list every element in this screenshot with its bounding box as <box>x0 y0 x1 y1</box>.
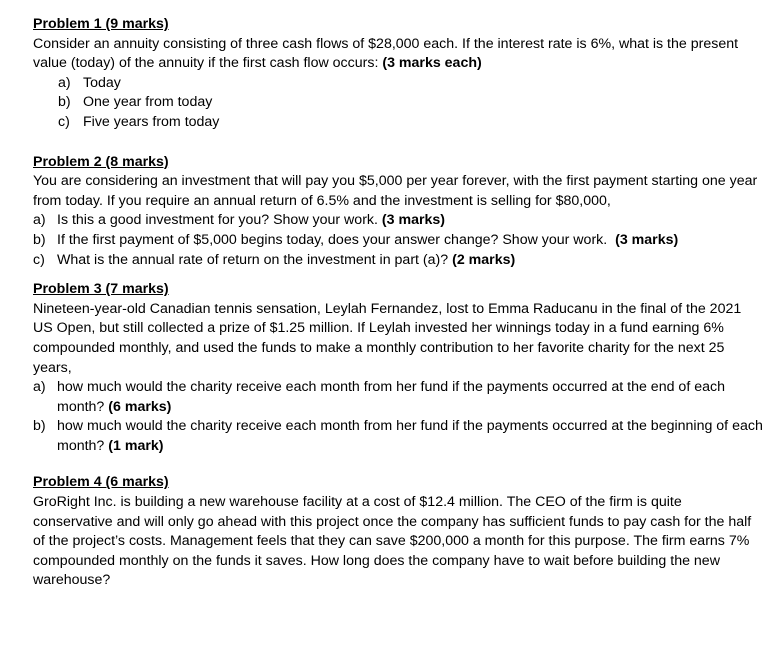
problem-3-list <box>33 378 763 456</box>
item-text: What is the annual rate of return on the investment in part (a)? (2 marks) <box>57 251 516 268</box>
item-marks: (1 mark) <box>108 437 164 454</box>
item-label: a) <box>33 212 46 229</box>
item-label: c) <box>58 113 70 130</box>
list-item <box>33 417 763 456</box>
problem-1 <box>33 15 763 133</box>
problem-4-intro: GroRight Inc. is building a new warehouse facility at a cost of $12.4 million. The CEO of the firm is quite conservative and will only go ahead with this project once the company has sufficient funds to pay cash for the half of the project’s costs. Management feels that they can save $200,000 a month for this purpose. The firm earns 7% compounded monthly on the funds it saves. How long does the company have to wait before building the new warehouse? <box>33 494 752 589</box>
problem-1-list <box>33 74 763 133</box>
item-marks: (3 marks) <box>381 212 445 229</box>
item-marks: (2 marks) <box>452 251 516 268</box>
problem-2-intro: You are considering an investment that will pay you $5,000 per year forever, with the first payment starting one year from today. If you require an annual return of 6.5% and the investment is selling for $80,000, <box>33 173 758 209</box>
problem-2 <box>33 153 763 271</box>
item-label: a) <box>33 379 46 396</box>
item-text: One year from today <box>83 94 213 111</box>
problem-4-title: Problem 4 (6 marks) <box>33 474 169 491</box>
item-marks: (3 marks) <box>615 231 679 248</box>
item-label: a) <box>58 74 71 91</box>
item-label: c) <box>33 251 45 268</box>
problem-2-list <box>33 211 763 270</box>
problem-3-title: Problem 3 (7 marks) <box>33 281 169 298</box>
list-item <box>33 251 763 271</box>
list-item <box>33 93 763 113</box>
item-label: b) <box>33 418 46 435</box>
problem-1-marks-note: (3 marks each) <box>382 55 482 72</box>
list-item <box>33 231 763 251</box>
item-text: how much would the charity receive each month from her fund if the payments occurred at the end of each month? (6 marks) <box>57 379 725 415</box>
problem-1-title: Problem 1 (9 marks) <box>33 16 169 32</box>
item-text: Is this a good investment for you? Show your work. (3 marks) <box>57 212 445 229</box>
list-item <box>33 378 763 417</box>
problem-1-intro: Consider an annuity consisting of three cash flows of $28,000 each. If the interest rate is 6%, what is the present value (today) of the annuity if the first cash flow occurs: (3 marks each) <box>33 35 739 72</box>
problem-2-title: Problem 2 (8 marks) <box>33 153 169 170</box>
item-text: how much would the charity receive each month from her fund if the payments occurred at the beginning of each month? (1 mark) <box>57 418 763 454</box>
item-text: Today <box>83 74 121 91</box>
item-label: b) <box>33 231 46 248</box>
item-label: b) <box>58 94 71 111</box>
list-item <box>33 113 763 133</box>
document-page <box>33 15 763 591</box>
item-marks: (6 marks) <box>108 398 172 415</box>
problem-3 <box>33 280 763 456</box>
problem-4 <box>33 473 763 591</box>
item-text: If the first payment of $5,000 begins today, does your answer change? Show your work. (3 marks) <box>57 231 679 248</box>
list-item <box>33 74 763 94</box>
problem-3-intro: Nineteen-year-old Canadian tennis sensation, Leylah Fernandez, lost to Emma Raducanu in the final of the 2021 US Open, but still collected a prize of $1.25 million. If Leylah invested her winnings today in a fund earning 6% compounded monthly, and used the funds to make a monthly contribution to her favorite charity for the next 25 years, <box>33 300 742 376</box>
item-text: Five years from today <box>83 113 220 130</box>
list-item <box>33 211 763 231</box>
